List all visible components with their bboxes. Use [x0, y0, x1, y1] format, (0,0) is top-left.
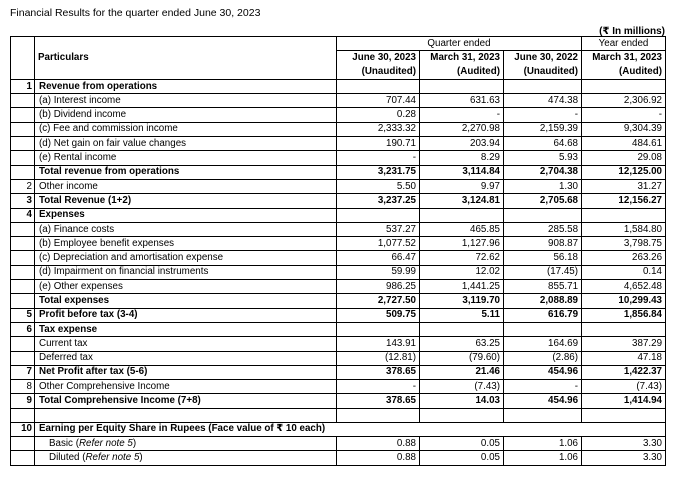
row-value: 47.18 [582, 351, 666, 365]
row-value: 2,704.38 [504, 165, 582, 179]
row-value: (17.45) [504, 265, 582, 279]
spacer-cell [504, 408, 582, 422]
table-row [11, 394, 666, 408]
row-number [11, 237, 35, 251]
row-value: 1,422.37 [582, 365, 666, 379]
row-value: 908.87 [504, 237, 582, 251]
row-value: 143.91 [337, 337, 420, 351]
table-row [11, 222, 666, 236]
row-label: Deferred tax [35, 351, 337, 365]
row-value [504, 322, 582, 336]
row-value: 12,125.00 [582, 165, 666, 179]
table-row [11, 108, 666, 122]
row-value: 387.29 [582, 337, 666, 351]
header-row-2 [11, 51, 666, 65]
row-label: (a) Finance costs [35, 222, 337, 236]
eps-row-label: Diluted (Refer note 5) [35, 451, 337, 465]
row-number: 6 [11, 322, 35, 336]
row-value [420, 322, 504, 336]
row-label: (a) Interest income [35, 94, 337, 108]
row-number [11, 137, 35, 151]
table-row [11, 137, 666, 151]
eps-note: Refer note 5 [85, 451, 140, 463]
row-value: 63.25 [420, 337, 504, 351]
row-label: Expenses [35, 208, 337, 222]
row-number [11, 280, 35, 294]
row-value [582, 322, 666, 336]
eps-label-text: Basic [49, 437, 73, 449]
row-value: 2,088.89 [504, 294, 582, 308]
row-label: Profit before tax (3-4) [35, 308, 337, 322]
spacer-cell [420, 408, 504, 422]
col-date: March 31, 2023 [420, 51, 504, 65]
row-value: - [504, 380, 582, 394]
row-value: 1,077.52 [337, 237, 420, 251]
row-number [11, 337, 35, 351]
row-value [504, 79, 582, 93]
table-row [11, 165, 666, 179]
row-value: 164.69 [504, 337, 582, 351]
row-value: 616.79 [504, 308, 582, 322]
row-number [11, 122, 35, 136]
row-value: 21.46 [420, 365, 504, 379]
year-ended-header: Year ended [582, 37, 666, 51]
row-value: 3,119.70 [420, 294, 504, 308]
row-number: 5 [11, 308, 35, 322]
row-value: 72.62 [420, 251, 504, 265]
spacer-row [11, 408, 666, 422]
row-label: (e) Rental income [35, 151, 337, 165]
row-label: (d) Impairment on financial instruments [35, 265, 337, 279]
row-number: 9 [11, 394, 35, 408]
row-value: 31.27 [582, 179, 666, 193]
table-row [11, 179, 666, 193]
eps-header-row [11, 422, 666, 436]
table-row [11, 237, 666, 251]
row-value: 3.30 [582, 451, 666, 465]
row-value: 66.47 [337, 251, 420, 265]
row-value: 454.96 [504, 394, 582, 408]
table-row [11, 351, 666, 365]
spacer-cell [11, 408, 35, 422]
row-value: 3,798.75 [582, 237, 666, 251]
row-number: 1 [11, 79, 35, 93]
quarter-ended-header: Quarter ended [337, 37, 582, 51]
row-value: 10,299.43 [582, 294, 666, 308]
unit-note: (₹ In millions) [599, 26, 665, 37]
table-row [11, 322, 666, 336]
row-value: 465.85 [420, 222, 504, 236]
row-value: 3,231.75 [337, 165, 420, 179]
table-row [11, 94, 666, 108]
row-value: 537.27 [337, 222, 420, 236]
row-label: Tax expense [35, 322, 337, 336]
row-value: 1,584.80 [582, 222, 666, 236]
row-value: 2,270.98 [420, 122, 504, 136]
row-number [11, 222, 35, 236]
eps-row-label: Basic (Refer note 5) [35, 437, 337, 451]
row-value: 474.38 [504, 94, 582, 108]
row-value: (7.43) [420, 380, 504, 394]
row-value: 5.50 [337, 179, 420, 193]
row-number [11, 251, 35, 265]
col-status: (Audited) [420, 65, 504, 79]
col-date: March 31, 2023 [582, 51, 666, 65]
row-label: Other Comprehensive Income [35, 380, 337, 394]
row-value [337, 322, 420, 336]
col-date: June 30, 2023 [337, 51, 420, 65]
spacer-cell [35, 408, 337, 422]
row-label: (d) Net gain on fair value changes [35, 137, 337, 151]
row-value: 3,114.84 [420, 165, 504, 179]
row-value: 1,441.25 [420, 280, 504, 294]
row-value: 59.99 [337, 265, 420, 279]
row-value [420, 208, 504, 222]
row-number [11, 94, 35, 108]
row-value: 2,159.39 [504, 122, 582, 136]
row-value [337, 79, 420, 93]
row-label: Current tax [35, 337, 337, 351]
header-row-1 [11, 37, 666, 51]
row-value: 3.30 [582, 437, 666, 451]
row-number [11, 437, 35, 451]
eps-note: Refer note 5 [78, 437, 133, 449]
table-row [11, 122, 666, 136]
row-number [11, 294, 35, 308]
row-value: 707.44 [337, 94, 420, 108]
row-label: Total Revenue (1+2) [35, 194, 337, 208]
table-row [11, 151, 666, 165]
row-number [11, 351, 35, 365]
row-value: 1.30 [504, 179, 582, 193]
row-value: - [337, 380, 420, 394]
row-number [11, 151, 35, 165]
col-status: (Unaudited) [504, 65, 582, 79]
row-value: - [420, 108, 504, 122]
row-number: 7 [11, 365, 35, 379]
row-label: Total revenue from operations [35, 165, 337, 179]
header-row-3 [11, 65, 666, 79]
row-label: Total Comprehensive Income (7+8) [35, 394, 337, 408]
row-label: Revenue from operations [35, 79, 337, 93]
eps-row [11, 437, 666, 451]
table-row [11, 208, 666, 222]
row-value: 8.29 [420, 151, 504, 165]
row-value: (2.86) [504, 351, 582, 365]
row-number: 8 [11, 380, 35, 394]
particulars-header: Particulars [35, 51, 337, 65]
row-label: Net Profit after tax (5-6) [35, 365, 337, 379]
row-value: (79.60) [420, 351, 504, 365]
row-label: Total expenses [35, 294, 337, 308]
financial-results-table [10, 36, 666, 466]
row-number [11, 108, 35, 122]
table-row [11, 308, 666, 322]
eps-label: Earning per Equity Share in Rupees (Face value of ₹ 10 each) [35, 422, 666, 436]
table-row [11, 79, 666, 93]
row-value: 1,856.84 [582, 308, 666, 322]
row-value: 12,156.27 [582, 194, 666, 208]
table-row [11, 280, 666, 294]
row-number [11, 451, 35, 465]
table-row [11, 337, 666, 351]
row-value: 484.61 [582, 137, 666, 151]
row-label: Other income [35, 179, 337, 193]
row-value: 631.63 [420, 94, 504, 108]
row-value: 64.68 [504, 137, 582, 151]
row-value: - [337, 151, 420, 165]
row-value: 986.25 [337, 280, 420, 294]
col-status: (Unaudited) [337, 65, 420, 79]
row-value: 1.06 [504, 451, 582, 465]
row-value: 1.06 [504, 437, 582, 451]
row-number: 3 [11, 194, 35, 208]
page-title: Financial Results for the quarter ended June 30, 2023 [10, 7, 261, 19]
row-value: 14.03 [420, 394, 504, 408]
eps-label-text: Diluted [49, 451, 80, 463]
row-value: 855.71 [504, 280, 582, 294]
row-value: (7.43) [582, 380, 666, 394]
row-value: 509.75 [337, 308, 420, 322]
eps-row [11, 451, 666, 465]
spacer-cell [582, 408, 666, 422]
row-label: (b) Dividend income [35, 108, 337, 122]
row-value: 0.05 [420, 451, 504, 465]
row-value: 2,727.50 [337, 294, 420, 308]
row-value: 263.26 [582, 251, 666, 265]
table-row [11, 294, 666, 308]
row-value [582, 79, 666, 93]
row-label: (b) Employee benefit expenses [35, 237, 337, 251]
row-label: (c) Depreciation and amortisation expense [35, 251, 337, 265]
row-value: 2,306.92 [582, 94, 666, 108]
row-value: 3,124.81 [420, 194, 504, 208]
table-row [11, 265, 666, 279]
row-number: 2 [11, 179, 35, 193]
col-status: (Audited) [582, 65, 666, 79]
row-value: - [504, 108, 582, 122]
row-value: 378.65 [337, 394, 420, 408]
spacer-cell [337, 408, 420, 422]
row-value: 378.65 [337, 365, 420, 379]
row-value: 454.96 [504, 365, 582, 379]
row-label: (e) Other expenses [35, 280, 337, 294]
row-value: 29.08 [582, 151, 666, 165]
row-number: 10 [11, 422, 35, 436]
row-value: 0.88 [337, 437, 420, 451]
table-row [11, 380, 666, 394]
row-value: 0.14 [582, 265, 666, 279]
row-value: 1,414.94 [582, 394, 666, 408]
row-value: (12.81) [337, 351, 420, 365]
row-value: 12.02 [420, 265, 504, 279]
row-value [337, 208, 420, 222]
row-value [504, 208, 582, 222]
row-value: 5.11 [420, 308, 504, 322]
row-value: 203.94 [420, 137, 504, 151]
row-value: 0.05 [420, 437, 504, 451]
row-value: 1,127.96 [420, 237, 504, 251]
row-value: 5.93 [504, 151, 582, 165]
col-date: June 30, 2022 [504, 51, 582, 65]
row-value: 4,652.48 [582, 280, 666, 294]
row-value: 285.58 [504, 222, 582, 236]
row-value [420, 79, 504, 93]
table-row [11, 365, 666, 379]
row-value: 2,705.68 [504, 194, 582, 208]
row-number: 4 [11, 208, 35, 222]
row-value [582, 208, 666, 222]
row-value: 2,333.32 [337, 122, 420, 136]
row-value: 9.97 [420, 179, 504, 193]
row-value: 0.28 [337, 108, 420, 122]
row-number [11, 165, 35, 179]
row-value: - [582, 108, 666, 122]
row-value: 3,237.25 [337, 194, 420, 208]
row-value: 9,304.39 [582, 122, 666, 136]
table-row [11, 251, 666, 265]
row-label: (c) Fee and commission income [35, 122, 337, 136]
row-value: 56.18 [504, 251, 582, 265]
row-number [11, 265, 35, 279]
row-value: 0.88 [337, 451, 420, 465]
table-row [11, 194, 666, 208]
row-value: 190.71 [337, 137, 420, 151]
